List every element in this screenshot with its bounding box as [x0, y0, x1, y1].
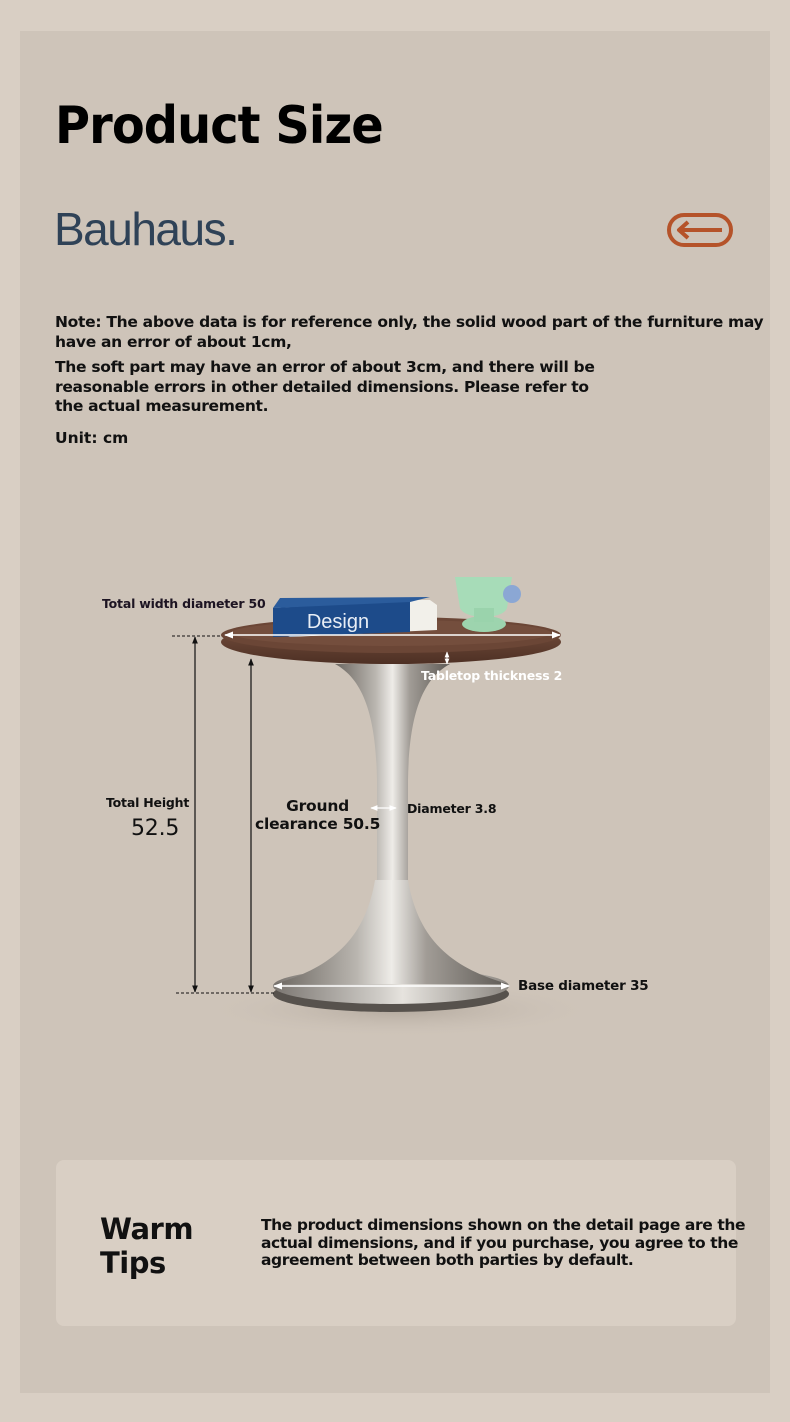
- page-title: Product Size: [55, 96, 383, 156]
- stem-diameter-label: Diameter 3.8: [407, 801, 497, 816]
- warm-tips-text: The product dimensions shown on the detail page are the actual dimensions, and if you purchase, you agree to the agreement between both parties by default.: [261, 1216, 746, 1269]
- warm-tips-title-line-2: Tips: [100, 1246, 166, 1280]
- total-height-label: Total Height: [106, 795, 190, 810]
- unit-label: Unit: cm: [55, 429, 129, 447]
- ground-clearance-label: [255, 797, 380, 833]
- base-diameter-label: Base diameter 35: [518, 978, 649, 994]
- tabletop-thickness-label: Tabletop thickness 2: [421, 668, 563, 683]
- book-title: Design: [306, 611, 370, 633]
- note-line-2: The soft part may have an error of about 3cm, and there will be reasonable errors in other detailed dimensions. Please refer to the actual measurement.: [55, 358, 595, 415]
- total-height-value: 52.5: [131, 816, 180, 841]
- design-book: [273, 597, 437, 637]
- warm-tips-title: [100, 1212, 193, 1280]
- table-base: [273, 880, 509, 1012]
- total-width-label: Total width diameter 50: [102, 596, 266, 611]
- ground-clearance-line-1: Ground: [286, 797, 350, 815]
- brand-logo: Bauhaus.: [54, 203, 237, 255]
- table-stem: [335, 664, 450, 880]
- ground-clearance-line-2: clearance 50.5: [255, 815, 381, 833]
- note-line-1: Note: The above data is for reference only, the solid wood part of the furniture may have an error of about 1cm,: [55, 313, 764, 351]
- warm-tips-title-line-1: Warm: [100, 1212, 194, 1246]
